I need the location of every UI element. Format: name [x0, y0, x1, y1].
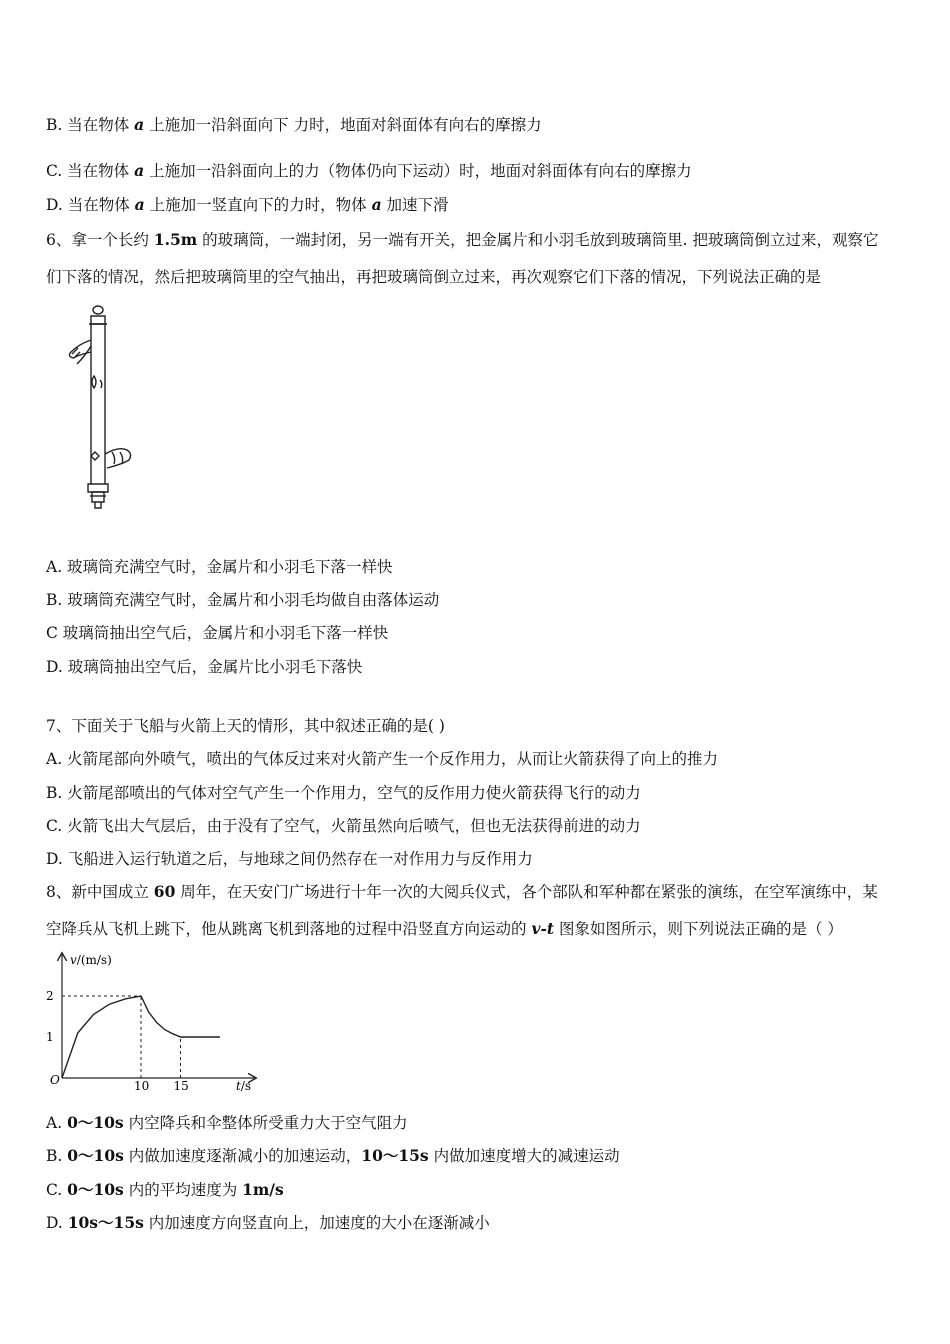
- q8-option-b: [46, 1145, 620, 1167]
- x-tick-label: 15: [173, 1079, 189, 1092]
- vt-graph: [40, 950, 260, 1092]
- q6-stem-line2: 们下落的情况，然后把玻璃筒里的空气抽出，再把玻璃筒倒立过来，再次观察它们下落的情况，下列说法正确的是: [46, 268, 822, 286]
- q8-stem2-post: 图象如图所示，则下列说法正确的是（ ）: [554, 920, 843, 938]
- q6-option-a: A. 玻璃筒充满空气时，金属片和小羽毛下落一样快: [46, 558, 393, 576]
- var-a: a: [371, 195, 382, 214]
- q8-option-d: [46, 1212, 490, 1234]
- q8-option-c-pre: C.: [46, 1181, 68, 1199]
- q8-option-a-post: 内空降兵和伞整体所受重力大于空气阻力: [123, 1114, 408, 1132]
- q5-option-c: [46, 160, 692, 182]
- q8-option-c: [46, 1179, 284, 1201]
- y-tick-label: 1: [46, 1030, 54, 1044]
- q6-stem-length: 1.5m: [153, 230, 198, 249]
- q7-stem: 7、下面关于飞船与火箭上天的情形，其中叙述正确的是( ): [46, 717, 445, 735]
- glass-tube-figure: [64, 302, 144, 514]
- q5-option-d-mid: 上施加一竖直向下的力时，物体: [144, 196, 372, 214]
- q5-option-d-post: 加速下滑: [381, 196, 449, 214]
- q8-option-b-pre: B.: [46, 1147, 68, 1165]
- q5-option-d-pre: D. 当在物体: [46, 196, 135, 214]
- q7-option-a: A. 火箭尾部向外喷气，喷出的气体反过来对火箭产生一个反作用力，从而让火箭获得了向上的推力: [46, 750, 719, 768]
- q6-stem-line1: [46, 229, 878, 251]
- q8-option-d-range: 10s～15s: [67, 1213, 144, 1232]
- q5-option-c-pre: C. 当在物体: [46, 162, 135, 180]
- x-axis-label: t/s: [236, 1079, 252, 1092]
- q7-option-c: C. 火箭飞出大气层后，由于没有了空气，火箭虽然向后喷气，但也无法获得前进的动力: [46, 817, 641, 835]
- q6-stem-pre: 6、拿一个长约: [46, 231, 154, 249]
- q8-stem-line1: [46, 881, 878, 903]
- q6-option-c: C 玻璃筒抽出空气后，金属片和小羽毛下落一样快: [46, 624, 389, 642]
- q8-option-c-mid: 内的平均速度为: [123, 1181, 243, 1199]
- y-axis-label: v/(m/s): [70, 953, 112, 967]
- q8-option-b-post: 内做加速度增大的减速运动: [428, 1147, 620, 1165]
- q8-option-b-range2: 10～15s: [361, 1146, 429, 1165]
- q8-stem-line2: [46, 918, 843, 940]
- var-a: a: [134, 195, 145, 214]
- q6-stem-post: 的玻璃筒，一端封闭，另一端有开关，把金属片和小羽毛放到玻璃筒里. 把玻璃筒倒立过来，观察它: [197, 231, 879, 249]
- q5-option-d: [46, 194, 449, 216]
- q8-stem-post: 周年，在天安门广场进行十年一次的大阅兵仪式，各个部队和军种都在紧张的演练，在空军演练中，某: [175, 883, 878, 901]
- y-tick-label: 2: [46, 989, 54, 1003]
- q6-option-d: D. 玻璃筒抽出空气后，金属片比小羽毛下落快: [46, 658, 363, 676]
- q7-option-b: B. 火箭尾部喷出的气体对空气产生一个作用力，空气的反作用力使火箭获得飞行的动力: [46, 784, 641, 802]
- q6-option-b: B. 玻璃筒充满空气时，金属片和小羽毛均做自由落体运动: [46, 591, 440, 609]
- var-a: a: [134, 115, 145, 134]
- q5-option-b-post: 上施加一沿斜面向下 力时，地面对斜面体有向右的摩擦力: [144, 116, 542, 134]
- q8-stem2-pre: 空降兵从飞机上跳下，他从跳离飞机到落地的过程中沿竖直方向运动的: [46, 920, 532, 938]
- q8-option-c-range: 0～10s: [67, 1180, 124, 1199]
- q5-option-b-pre: B. 当在物体: [46, 116, 135, 134]
- q8-option-b-mid: 内做加速度逐渐减小的加速运动，: [123, 1147, 362, 1165]
- x-tick-label: 10: [134, 1079, 150, 1092]
- q8-option-a-pre: A.: [46, 1114, 68, 1132]
- origin-label: O: [50, 1073, 60, 1087]
- q5-option-c-post: 上施加一沿斜面向上的力（物体仍向下运动）时，地面对斜面体有向右的摩擦力: [144, 162, 692, 180]
- q8-option-a: [46, 1112, 408, 1134]
- q8-option-c-value: 1m/s: [242, 1180, 284, 1199]
- q8-option-d-pre: D.: [46, 1214, 68, 1232]
- var-a: a: [134, 161, 145, 180]
- q5-option-b: [46, 114, 542, 136]
- q8-option-d-post: 内加速度方向竖直向上，加速度的大小在逐渐减小: [143, 1214, 490, 1232]
- q8-stem-pre: 8、新中国成立: [46, 883, 154, 901]
- q8-stem-vt: v-t: [531, 919, 555, 938]
- q7-option-d: D. 飞船进入运行轨道之后，与地球之间仍然存在一对作用力与反作用力: [46, 850, 533, 868]
- q8-option-a-range: 0～10s: [67, 1113, 124, 1132]
- q8-stem-years: 60: [153, 882, 176, 901]
- q8-option-b-range1: 0～10s: [67, 1146, 124, 1165]
